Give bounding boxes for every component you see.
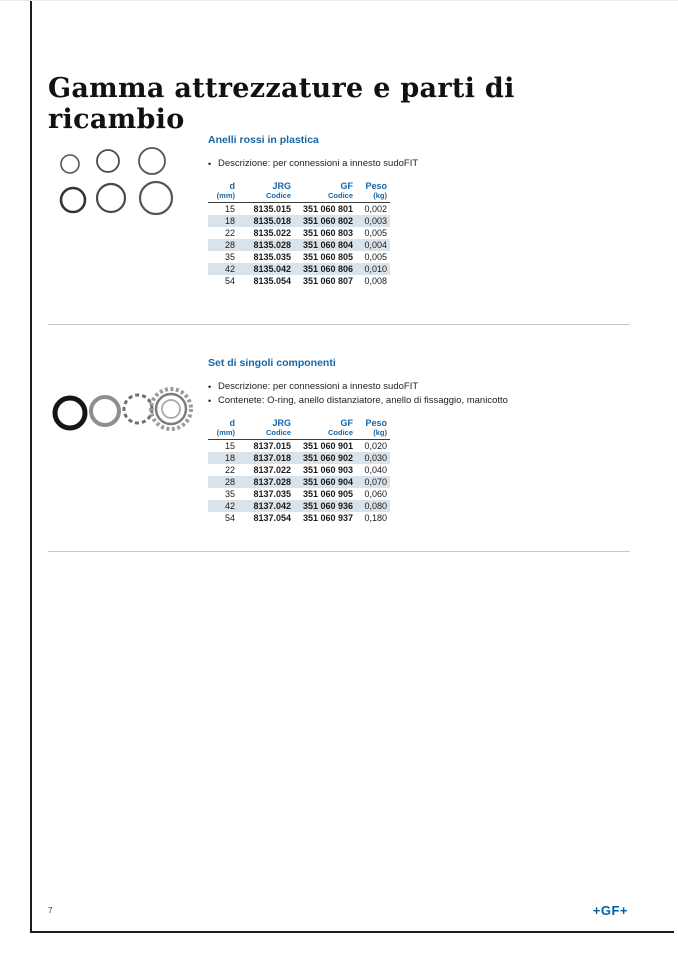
cell-gf-code: 351 060 805 (302, 252, 353, 262)
col-header-jrg-codice: JRG Codice (238, 417, 294, 440)
col-header-peso: Peso (kg) (356, 417, 390, 440)
cell-gf-code: 351 060 905 (302, 489, 353, 499)
cell-peso: 0,040 (364, 465, 387, 475)
cell-d: 18 (224, 216, 235, 226)
cell-d: 28 (224, 477, 235, 487)
cell-gf-code: 351 060 902 (302, 453, 353, 463)
cell-gf-code: 351 060 937 (302, 513, 353, 523)
cell-peso: 0,010 (364, 264, 387, 274)
bullet-text: Contenete: O-ring, anello distanziatore, anello di fissaggio, manicotto (218, 395, 508, 406)
cell-gf-code: 351 060 801 (302, 204, 353, 214)
cell-jrg-code: 8137.018 (253, 453, 291, 463)
section-divider (48, 551, 630, 552)
col-header-d: d (mm) (208, 180, 238, 203)
cell-jrg-code: 8135.054 (253, 276, 291, 286)
cell-d: 22 (224, 465, 235, 475)
table-row (208, 512, 390, 524)
components-illustration (50, 371, 200, 451)
table-row (208, 464, 390, 476)
cell-gf-code: 351 060 901 (302, 441, 353, 451)
cell-peso: 0,070 (364, 477, 387, 487)
cell-d: 54 (224, 513, 235, 523)
cell-peso: 0,180 (364, 513, 387, 523)
gf-logo: +GF+ (592, 903, 628, 918)
section-heading: Set di singoli componenti (208, 357, 336, 369)
cell-d: 15 (224, 204, 235, 214)
table-row (208, 263, 390, 275)
cell-d: 15 (224, 441, 235, 451)
cell-peso: 0,002 (364, 204, 387, 214)
cell-d: 18 (224, 453, 235, 463)
cell-gf-code: 351 060 806 (302, 264, 353, 274)
cell-peso: 0,080 (364, 501, 387, 511)
col-header-gf-codice: GF Codice (294, 417, 356, 440)
cell-gf-code: 351 060 803 (302, 228, 353, 238)
rings-illustration (50, 138, 190, 226)
cell-peso: 0,005 (364, 228, 387, 238)
cell-d: 35 (224, 252, 235, 262)
section-divider (48, 324, 630, 325)
cell-jrg-code: 8135.028 (253, 240, 291, 250)
cell-jrg-code: 8137.035 (253, 489, 291, 499)
cell-peso: 0,060 (364, 489, 387, 499)
cell-peso: 0,003 (364, 216, 387, 226)
cell-gf-code: 351 060 903 (302, 465, 353, 475)
cell-peso: 0,008 (364, 276, 387, 286)
table-row (208, 275, 390, 287)
table-row (208, 227, 390, 239)
table-row (208, 476, 390, 488)
table-row (208, 488, 390, 500)
col-header-jrg-codice: JRG Codice (238, 180, 294, 203)
page-edge-bottom (30, 931, 674, 933)
page-number: 7 (48, 906, 53, 915)
cell-d: 54 (224, 276, 235, 286)
table-row (208, 440, 390, 453)
table-row (208, 239, 390, 251)
parts-table-componenti (208, 417, 390, 524)
bullet-icon: • (208, 396, 212, 406)
bullet-item (208, 381, 608, 393)
cell-peso: 0,030 (364, 453, 387, 463)
table-header-row (208, 180, 390, 203)
cell-jrg-code: 8135.042 (253, 264, 291, 274)
table-row (208, 452, 390, 464)
cell-jrg-code: 8135.018 (253, 216, 291, 226)
cell-jrg-code: 8137.054 (253, 513, 291, 523)
cell-d: 28 (224, 240, 235, 250)
table-row (208, 215, 390, 227)
bullet-icon: • (208, 159, 212, 169)
parts-table-anelli (208, 180, 390, 287)
cell-peso: 0,020 (364, 441, 387, 451)
bullet-icon: • (208, 382, 212, 392)
cell-gf-code: 351 060 804 (302, 240, 353, 250)
col-header-d: d (mm) (208, 417, 238, 440)
col-header-gf-codice: GF Codice (294, 180, 356, 203)
cell-gf-code: 351 060 936 (302, 501, 353, 511)
section-bullets (208, 381, 608, 407)
section-heading: Anelli rossi in plastica (208, 134, 319, 146)
cell-jrg-code: 8137.015 (253, 441, 291, 451)
cell-d: 22 (224, 228, 235, 238)
bullet-text: Descrizione: per connessioni a innesto sudoFIT (218, 158, 419, 169)
table-row (208, 251, 390, 263)
cell-peso: 0,005 (364, 252, 387, 262)
cell-gf-code: 351 060 904 (302, 477, 353, 487)
cell-jrg-code: 8137.028 (253, 477, 291, 487)
cell-d: 35 (224, 489, 235, 499)
page-title: Gamma attrezzature e parti di ricambio (48, 73, 515, 136)
col-header-peso: Peso (kg) (356, 180, 390, 203)
cell-jrg-code: 8135.035 (253, 252, 291, 262)
table-header-row (208, 417, 390, 440)
cell-d: 42 (224, 264, 235, 274)
bullet-item (208, 158, 608, 170)
cell-gf-code: 351 060 802 (302, 216, 353, 226)
cell-jrg-code: 8137.042 (253, 501, 291, 511)
page-edge-left (30, 1, 32, 933)
cell-jrg-code: 8137.022 (253, 465, 291, 475)
table-row (208, 500, 390, 512)
table-row (208, 203, 390, 216)
bullet-item (208, 395, 608, 407)
bullet-text: Descrizione: per connessioni a innesto sudoFIT (218, 381, 419, 392)
cell-d: 42 (224, 501, 235, 511)
cell-jrg-code: 8135.015 (253, 204, 291, 214)
cell-gf-code: 351 060 807 (302, 276, 353, 286)
section-bullets (208, 158, 608, 170)
cell-peso: 0,004 (364, 240, 387, 250)
cell-jrg-code: 8135.022 (253, 228, 291, 238)
